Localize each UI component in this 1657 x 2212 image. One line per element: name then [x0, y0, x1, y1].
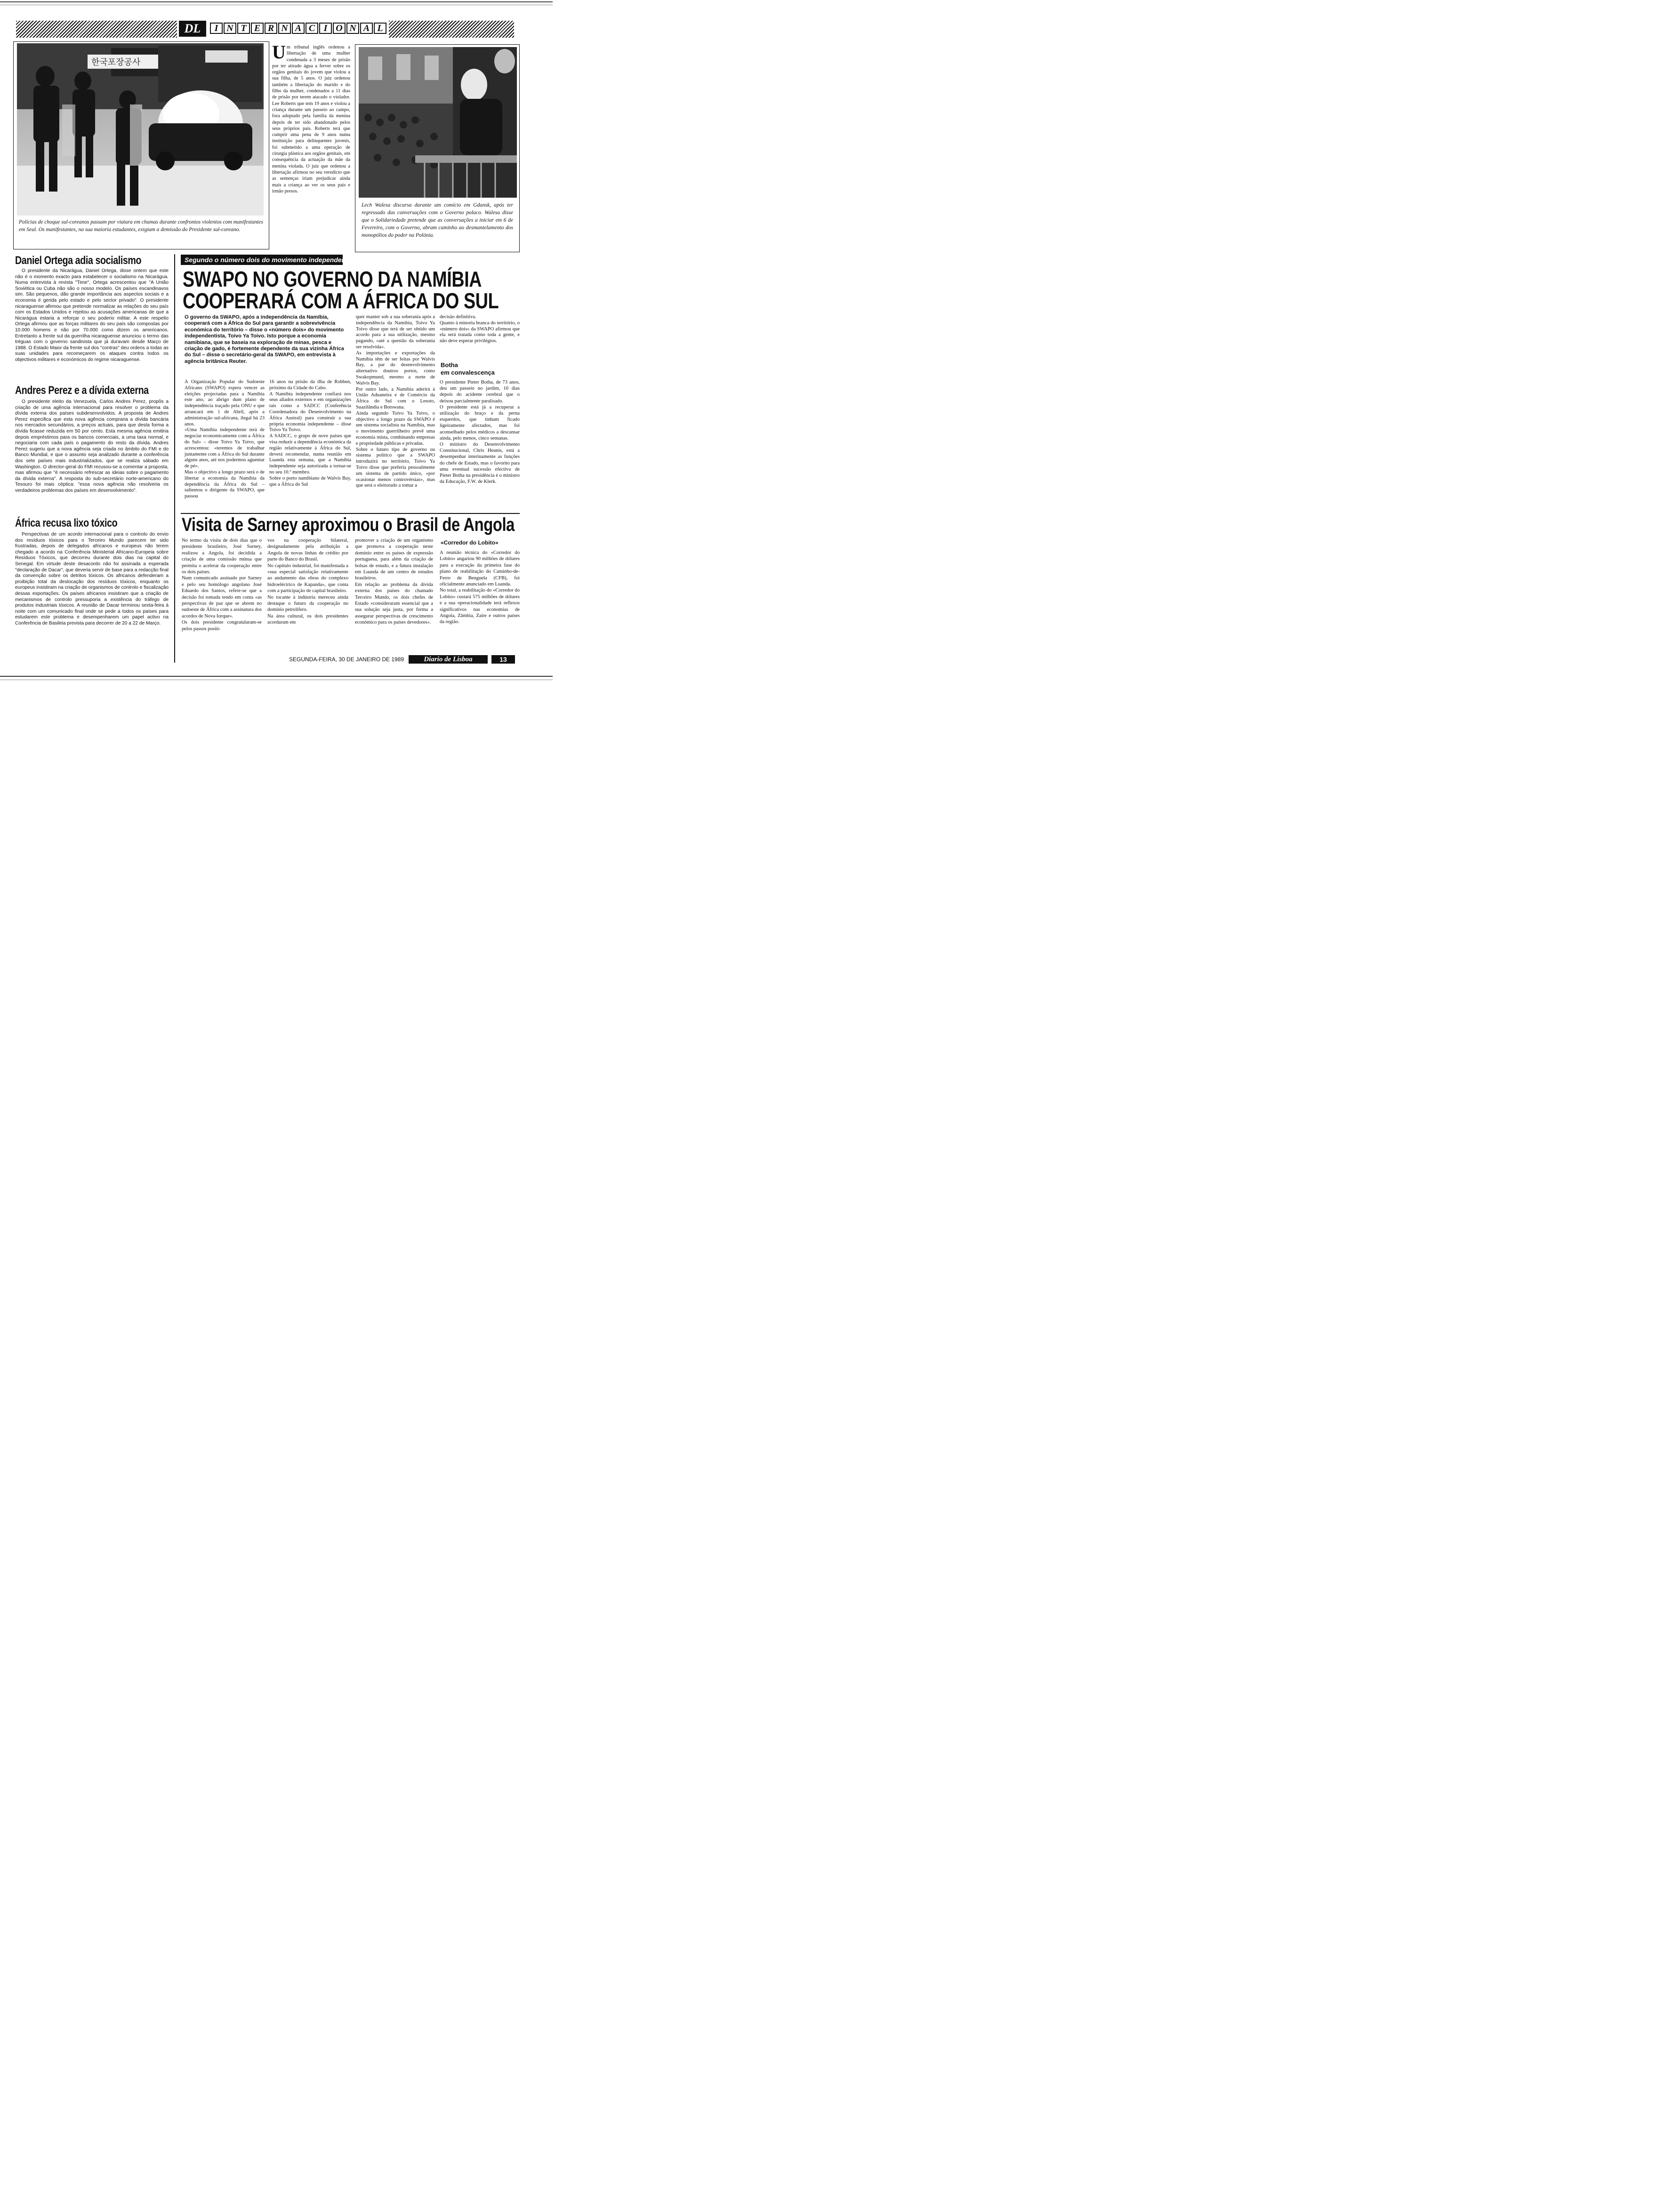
lobito-headline: «Corredor do Lobito» — [441, 539, 499, 546]
section-title-letter: N — [278, 23, 291, 34]
footer-masthead: Diario de Lisboa — [409, 655, 488, 664]
left-column-divider — [174, 254, 175, 663]
sarney-col-3: promover a criação de um organismo que promova a cooperação neste domínio entre os países de expressão portuguesa, para além da criação de bolsas de estudo, e a futura instalação em Luanda de um centro de estudos brasileiros. Em relação ao problema da dívida externa dos países do chamado Terceiro Mundo, os dois chefes de Estado «consideraram essencial que a sua solução seja justa, por forma a assegurar perspectivas de crescimento económico para os países devedores». — [355, 538, 433, 625]
photo-seoul-riot — [17, 43, 264, 216]
swapo-col-1: A Organização Popular do Sudoeste Africano (SWAPO) espera vencer as eleições projectadas para a Namíbia este ano, ao abrigo dum plano de independência traçado pela ONU e que arrancará em 1 de Abril, após a administração sul-africana, ilegal há 23 anos. «Uma Namíbia independente terá de negociar economicamente com a África do Sul» – disse Toivo Ya Toivo, que acrescentou: «teremos de trabalhar juntamente com a África do Sul durante alguns anos, até nos podermos aguentar de pé». Mas o objectivo a longo prazo será o de libertar a economia da Namíbia da dependência da África do Sul – salientou o dirigente da SWAPO, que passou — [185, 379, 265, 499]
section-title-letter: A — [360, 23, 373, 34]
ortega-headline: Daniel Ortega adia socialismo — [15, 254, 142, 267]
page-number: 13 — [491, 655, 515, 664]
scan-line — [0, 676, 553, 677]
swapo-col-4: decisão definitiva. Quanto à minoria branca do território, o «número dois» da SWAPO afirmou que ela será tratada como toda a gente, e não deve esperar privilégios. — [440, 314, 520, 344]
photo-walesa — [359, 47, 517, 198]
middle-story — [272, 41, 350, 194]
sarney-col-4: A reunião técnica do «Corredor do Lobito» angariou 90 milhões de dólares para a execução da primeira fase do plano de reabilitação do Caminho-de-Ferro de Benguela (CFB), foi oficialmente anunciado em Luanda. No total, a reabilitação do «Corredor do Lobito» custará 575 milhões de dólares e a sua operacionalidade terá reflexos significativos nas economias de Angola, Zâmbia, Zaire e outros países da região. — [440, 550, 520, 625]
section-title-letter: N — [346, 23, 359, 34]
sarney-col-2: vos na cooperação bilateral, designadamente pela atribuição a Angola de novas linhas de crédito por parte do Banco do Brasil. No capítulo industrial, foi manifestada a «sua especial satisfação relativamente ao andamento das obras do complexo hidroeléctrico de Kapanda», que conta com a participação de capital brasileiro. No tocante à indústria mereceu ainda destaque o futuro da cooperação no domínio petrolífero. Na área cultural, os dois presidentes acordaram em — [267, 538, 348, 625]
footer-date: SEGUNDA-FEIRA, 30 DE JANEIRO DE 1989 — [289, 656, 404, 663]
swapo-lead: O governo da SWAPO, após a independência da Namíbia, cooperará com a África do Sul para garantir a sobrevivência económica do território – disse o «número dois» do movimento independentista, Toivo Ya Toivo. Isto porque a economia namibiana, que se baseia na exploração de minas, pesca e criação de gado, é fortemente dependente da sua vizinha África do Sul – disse o secretário-geral da SWAPO, em entrevista à agência britânica Reuter. — [185, 314, 344, 364]
section-title-letter: N — [224, 23, 236, 34]
drop-cap: U — [272, 41, 286, 63]
swapo-col-3: quer manter sob a sua soberania após a independência da Namíbia, Toivo Ya Toivo disse que terá de ser obtido um acordo para a sua utilização, mesmo pagando, «até a questão da soberania ser resolvida». As importações e exportações da Namíbia têm de ser feitas por Walvis Bay, a par do desenvolvimento alternativo doutros portos, como Swakopmund, mesmo a norte de Walvis Bay. Por outro lado, a Namíbia aderirá à União Aduaneira e de Comércio da África do Sul com o Lesoto, Suazilândia e Botswana. Ainda segundo Toivo Ya Toivo, o objectivo a longo prazo da SWAPO é um sistema socialista na Namíbia, mas o movimento guerrilheiro prevê uma economia mista, combinando empresas e propriedade públicas e privadas. Sobre o futuro tipo de governo ou sistema político que a SWAPO introduzirá no território, Toivo Ya Toivo disse que preferia pessoalmente um sistema de partido único, «por ocasionar menos controvérsias», mas que será o eleitorado a tomar a — [356, 314, 435, 489]
scan-line — [0, 1, 553, 2]
perez-text: O presidente eleito da Venezuela, Carlos Andres Perez, propôs a criação de uma agência internacional para resolver o problema da dívida externa dos países subdesenvolvidos. A proposta de Andres Perez especifica que esta nova agência compraria a dívida bancária nos mercados secundários, a preços actuais, para que desta forma a dívida ficasse reduzida em 50 por cento. Esta mesma agência emitiria depois empréstimos para os bancos comerciais, a uma taxa normal, e negociaria com cada país o pagamento do resto da dívida. Andres Perez sugeriu que a nova agência seja criada no âmbito do FMI e do Banco Mundial, e que o assunto seja analizado durante a conferência dos sete países mais industrializados, que se realiza sábado em Washington. O director-geral do FMI recusou-se a comentar a proposta, mas afirmou que "é necessário refrescar as ideias sobre o pagamento da dívida externa". A resposta do sub-secretário norte-americano do Tesouro foi mais céptica: "essa nova agência não resolveria os verdadeiros problemas dos países em desenvolvimento". — [15, 399, 169, 493]
section-title-letter: C — [306, 23, 318, 34]
section-title-letter: T — [237, 23, 250, 34]
riot-scene-image — [17, 43, 264, 216]
section-title-letter: A — [292, 23, 305, 34]
middle-story-text: m tribunal inglês ordenou a libertação de uma mulher condenada a 3 meses de prisão por ter atirado água a ferver sobre os orgãos genitais do jovem que violou a sua filha, de 5 anos. O juiz ordenou também a libertação do marido e do filho da mulher, condenados a 11 dias de prisão por terem atacado o violador. Lee Roberts que tem 19 anos e violou a criança durante um passeio ao campo, fora adoptado pela família da menina depois de ter sido abandonado pelos seus próprios pais. Roberts terá que cumprir uma pena de 9 anos numa instituição para delinquentes juvenis, foi submetido a uma operação de cirurgia plástica aos orgãos genitais, em consequência da actuação da mãe da menina violada. O juiz que ordenou a libertação afirmou no seu veredicto que as sentenças iriam prejudicar ainda mais a criança ao ver os seus pais e irmão presos. — [272, 45, 350, 194]
section-title-letter: E — [251, 23, 264, 34]
photo-right-caption: Lech Walesa discursa durante um comício em Gdansk, após ter regressado das conversações com o Governo polaco. Walesa disse que o Solidariedade pretende que as conversações a iniciar em 6 de Fevereiro, com o Governo, abram caminho ao desmantelamento dos monopólios do poder na Polónia. — [362, 202, 513, 238]
swapo-kicker: Segundo o número dois do movimento independentista — [185, 256, 360, 264]
botha-text: O presidente Pieter Botha, de 73 anos, deu um passeio no jardim, 10 dias depois do acidente cerebral que o deixou parcialmente paralisado. O presidente está já a recuperar a utilização do braço e da perna esquerdos, que tinham ficado ligeiramente afectados, mas foi aconselhado pelos médicos a descansar ainda, pelo menos, cinco semanas. O ministro do Desenvolvimento Constitucional, Chris Heunis, está a desempenhar interinamente as funções do chefe de Estado, mas o favorito para uma eventual sucessão efectiva de Pieter Botha na presidência é o ministro da Educação, F.W. de Klerk. — [440, 380, 520, 485]
lixo-text: Perspectivas de um acordo internacional para o controlo do envio dos resíduos tóxicos para o Terceiro Mundo parecem ter sido frustradas, depois de delegados africanos e europeus não terem chegado a acordo na Conferência Ministerial Africano-Europeia sobre Resíduos Tóxicos, que decorreu durante dois dias na capital do Senegal. Em virtude deste desacordo não foi assinada a esperada "declaração de Dacar", que deveria servir de base para a redacção final da convenção sobre os detritos tóxicos. Os africanos defenderam a proibição total da deslocação dos resíduos tóxicos, enquanto os europeus insistiram na criação de organismos de controlo e fiscalização dessas exportações. Os países africanos insistiram que a criação de mecanismos de controlo pressuporia a existência do tráfego de produtos industriais tóxicos. A reunião de Dacar terminou sexta-feira à noite com um comunicado final onde se pede a todos os países para estudarem este problema e desempenharem um papel activo na Conferência de Basileia prevista para decorrer de 20 a 22 de Março. — [15, 532, 169, 626]
botha-headline-1: Botha — [441, 361, 458, 369]
shop-sign-text: 한국포장공사 — [91, 57, 141, 67]
perez-headline: Andres Perez e a dívida externa — [15, 384, 149, 397]
sarney-col-1: No termo da visita de dois dias que o presidente brasileiro, José Sarney, realizou a Angola, foi decidida a criação de uma comissão mútua que permita o acelerar da cooperação entre os dois países. Num comunicado assinado por Sarney e pelo seu homólogo angolano José Eduardo dos Santos, refere-se que a decisão foi tomada tendo em conta «as perspectivas de paz que se abrem no sudoeste de África com a assinatura dos acordos de Nova Iorque». Os dois presidente congratularam-se pelos passos positi- — [182, 538, 262, 632]
photo-left-caption: Polícias de choque sul-coreanos passam por viatura em chamas durante confrontos violentos com manifestantes em Seul. Os manifestantes, na sua maioria estudantes, exigiam a demissão do Presidente sul-coreano. — [19, 219, 263, 232]
section-title-letter: I — [210, 23, 223, 34]
section-title-letter: R — [265, 23, 277, 34]
sarney-headline: Visita de Sarney aproximou o Brasil de Angola — [182, 514, 515, 535]
header-stripe-left — [16, 21, 177, 38]
header-stripe-right — [389, 21, 514, 38]
swapo-headline-2: COOPERARÁ COM A ÁFRICA DO SUL — [183, 289, 499, 313]
botha-headline-2: em convalescença — [441, 369, 495, 376]
section-title-letter: I — [319, 23, 332, 34]
section-title — [210, 23, 387, 37]
section-logo: DL — [179, 21, 206, 37]
lixo-headline: África recusa lixo tóxico — [15, 517, 118, 529]
ortega-text: O presidente da Nicarágua, Daniel Ortega, disse ontem que este não é o momento exacto para estabelecer o socialismo na Nicarágua. Numa entrevista à revista "Time", Ortega acrescentou que "A União Soviética ou Cuba não são o nosso modelo. Os países escandinavos sim. São pequenos, dão grande importância aos aspectos sociais e a economia é gerida pelo estado e pelo sector privado". O presidente nicaraguense afirmou que pretende normalizar as relações do seu país com os Estados Unidos e rejeitou as acusações americanas de que a Nicarágua estaria a reforçar o seu poderio militar. A este respeito Ortega afirmou que as forças militares do seu país são compostas por 10.000 homens e não por 70.000 como dizem os americanos. Entretanto a frente sul da guerrilha nicaraguense anunciou o termo das tréguas com o governo sandinista que já duravam desde Março de 1988. O Estado Maior da frente sul dos "contras" deu ordens a todas as suas unidades para recomeçarem os ataques contra todos os objectivos militares e económicos do regime nicaraguense. — [15, 268, 169, 362]
section-title-letter: O — [333, 23, 346, 34]
section-title-letter: L — [374, 23, 386, 34]
swapo-headline-1: SWAPO NO GOVERNO DA NAMÍBIA — [183, 267, 482, 291]
swapo-col-2: 16 anos na prisão da ilha de Robben, próximo da Cidade do Cabo. A Namíbia independente confiará nos seus aliados externos e em organizações tais como a SADCC (Conferência Coordenadora do Desenvolvimento na África Austral) para construir a sua própria economia independente – disse Toivo Ya Toivo. A SADCC, o grupo de nove países que visa reduzir a dependência económica da região relativamente à África do Sul, deverá recomendar, numa reunião em Luanda esta semana, que a Namíbia independente seja autorizada a tornar-se no seu 10.º membro. Sobre o porto namibiano de Walvis Bay, que a África do Sul — [269, 379, 351, 487]
walesa-scene-image — [359, 47, 517, 198]
